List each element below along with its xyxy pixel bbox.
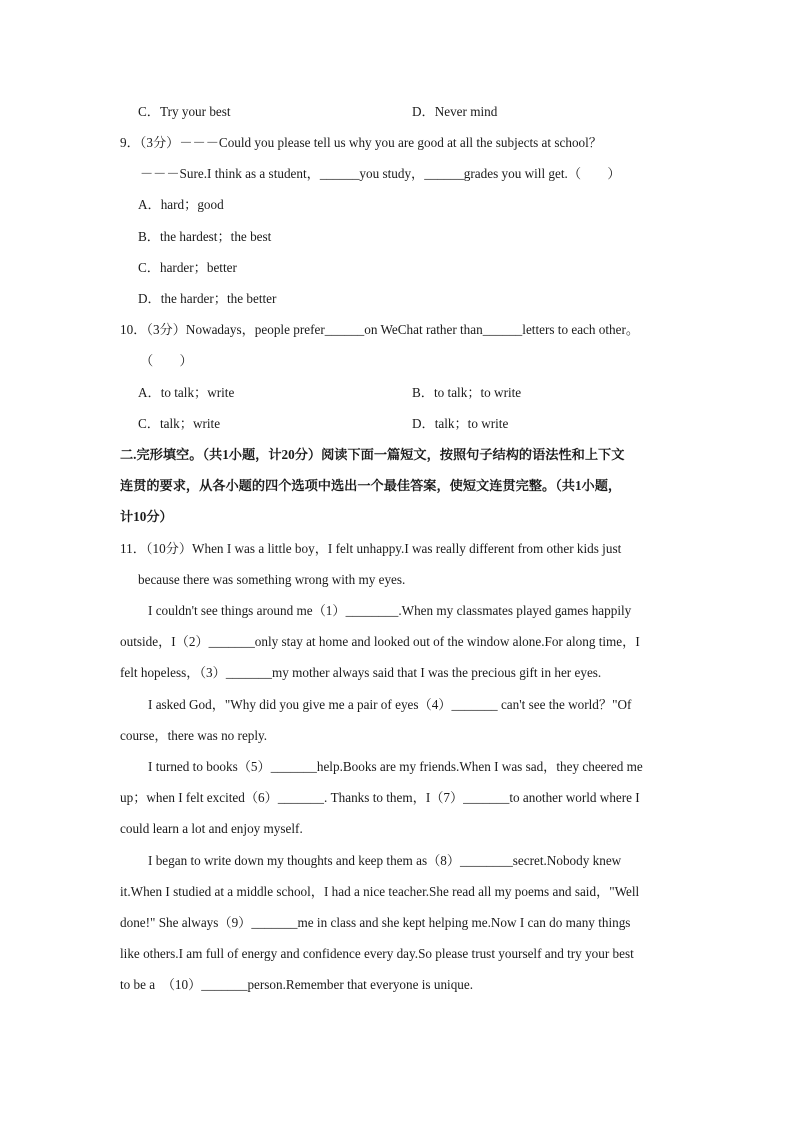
q10-option-c: C．talk；write — [138, 416, 221, 431]
section2-heading-line2: 连贯的要求，从各小题的四个选项中选出一个最佳答案，使短文连贯完整。（共1小题， — [120, 478, 622, 493]
q11-line-7: course，there was no reply. — [120, 728, 268, 743]
q9-option-d: D．the harder；the better — [138, 291, 277, 306]
q10-answer-bracket: （ ） — [140, 353, 193, 368]
q11-line-5: felt hopeless，（3）_______my mother always said that I was the precious gift in her eyes. — [120, 665, 602, 680]
q9-option-a: A．hard；good — [138, 197, 224, 212]
q11-line-2: because there was something wrong with my eyes. — [138, 572, 406, 587]
q11-line-6: I asked God，"Why did you give me a pair of eyes（4）_______ can't see the world？"Of — [148, 697, 632, 712]
q11-line-3: I couldn't see things around me（1）________.When my classmates played games happily — [148, 603, 632, 618]
q8-option-c: C．Try your best — [138, 104, 231, 119]
q11-line-9: up；when I felt excited（6）_______. Thanks to them，I（7）_______to another world where I — [120, 790, 640, 805]
q10-stem: 10．（3分）Nowadays，people prefer______on WeChat rather than______letters to each other。 — [120, 322, 640, 337]
q10-option-a: A．to talk；write — [138, 385, 235, 400]
q11-line-13: done!" She always（9）_______me in class and she kept helping me.Now I can do many things — [120, 915, 631, 930]
q9-stem: 9．（3分）－－－Could you please tell us why you are good at all the subjects at school？ — [120, 135, 602, 150]
q11-line-4: outside，I（2）_______only stay at home and looked out of the window alone.For along time，I — [120, 634, 640, 649]
q11-line-1: 11．（10分）When I was a little boy，I felt unhappy.I was really different from other kids just — [120, 541, 622, 556]
q11-line-12: it.When I studied at a middle school，I had a nice teacher.She read all my poems and said，"Well — [120, 884, 640, 899]
section2-heading-line3: 计10分） — [120, 509, 173, 524]
q11-line-10: could learn a lot and enjoy myself. — [120, 821, 303, 836]
q9-option-c: C．harder；better — [138, 260, 237, 275]
q10-option-d: D．talk；to write — [412, 416, 509, 431]
q11-line-14: like others.I am full of energy and confidence every day.So please trust yourself and try your best — [120, 946, 634, 961]
q11-line-15: to be a （10）_______person.Remember that everyone is unique. — [120, 977, 474, 992]
q11-line-8: I turned to books（5）_______help.Books are my friends.When I was sad，they cheered me — [148, 759, 643, 774]
q11-line-11: I began to write down my thoughts and keep them as（8）________secret.Nobody knew — [148, 853, 622, 868]
q9-option-b: B．the hardest；the best — [138, 229, 272, 244]
q9-stem-continued: －－－Sure.I think as a student，______you study，______grades you will get.（ ） — [140, 166, 621, 181]
q10-option-b: B．to talk；to write — [412, 385, 522, 400]
q8-option-d: D．Never mind — [412, 104, 498, 119]
section2-heading-line1: 二.完形填空。（共1小题，计20分）阅读下面一篇短文，按照句子结构的语法性和上下文 — [120, 447, 625, 462]
